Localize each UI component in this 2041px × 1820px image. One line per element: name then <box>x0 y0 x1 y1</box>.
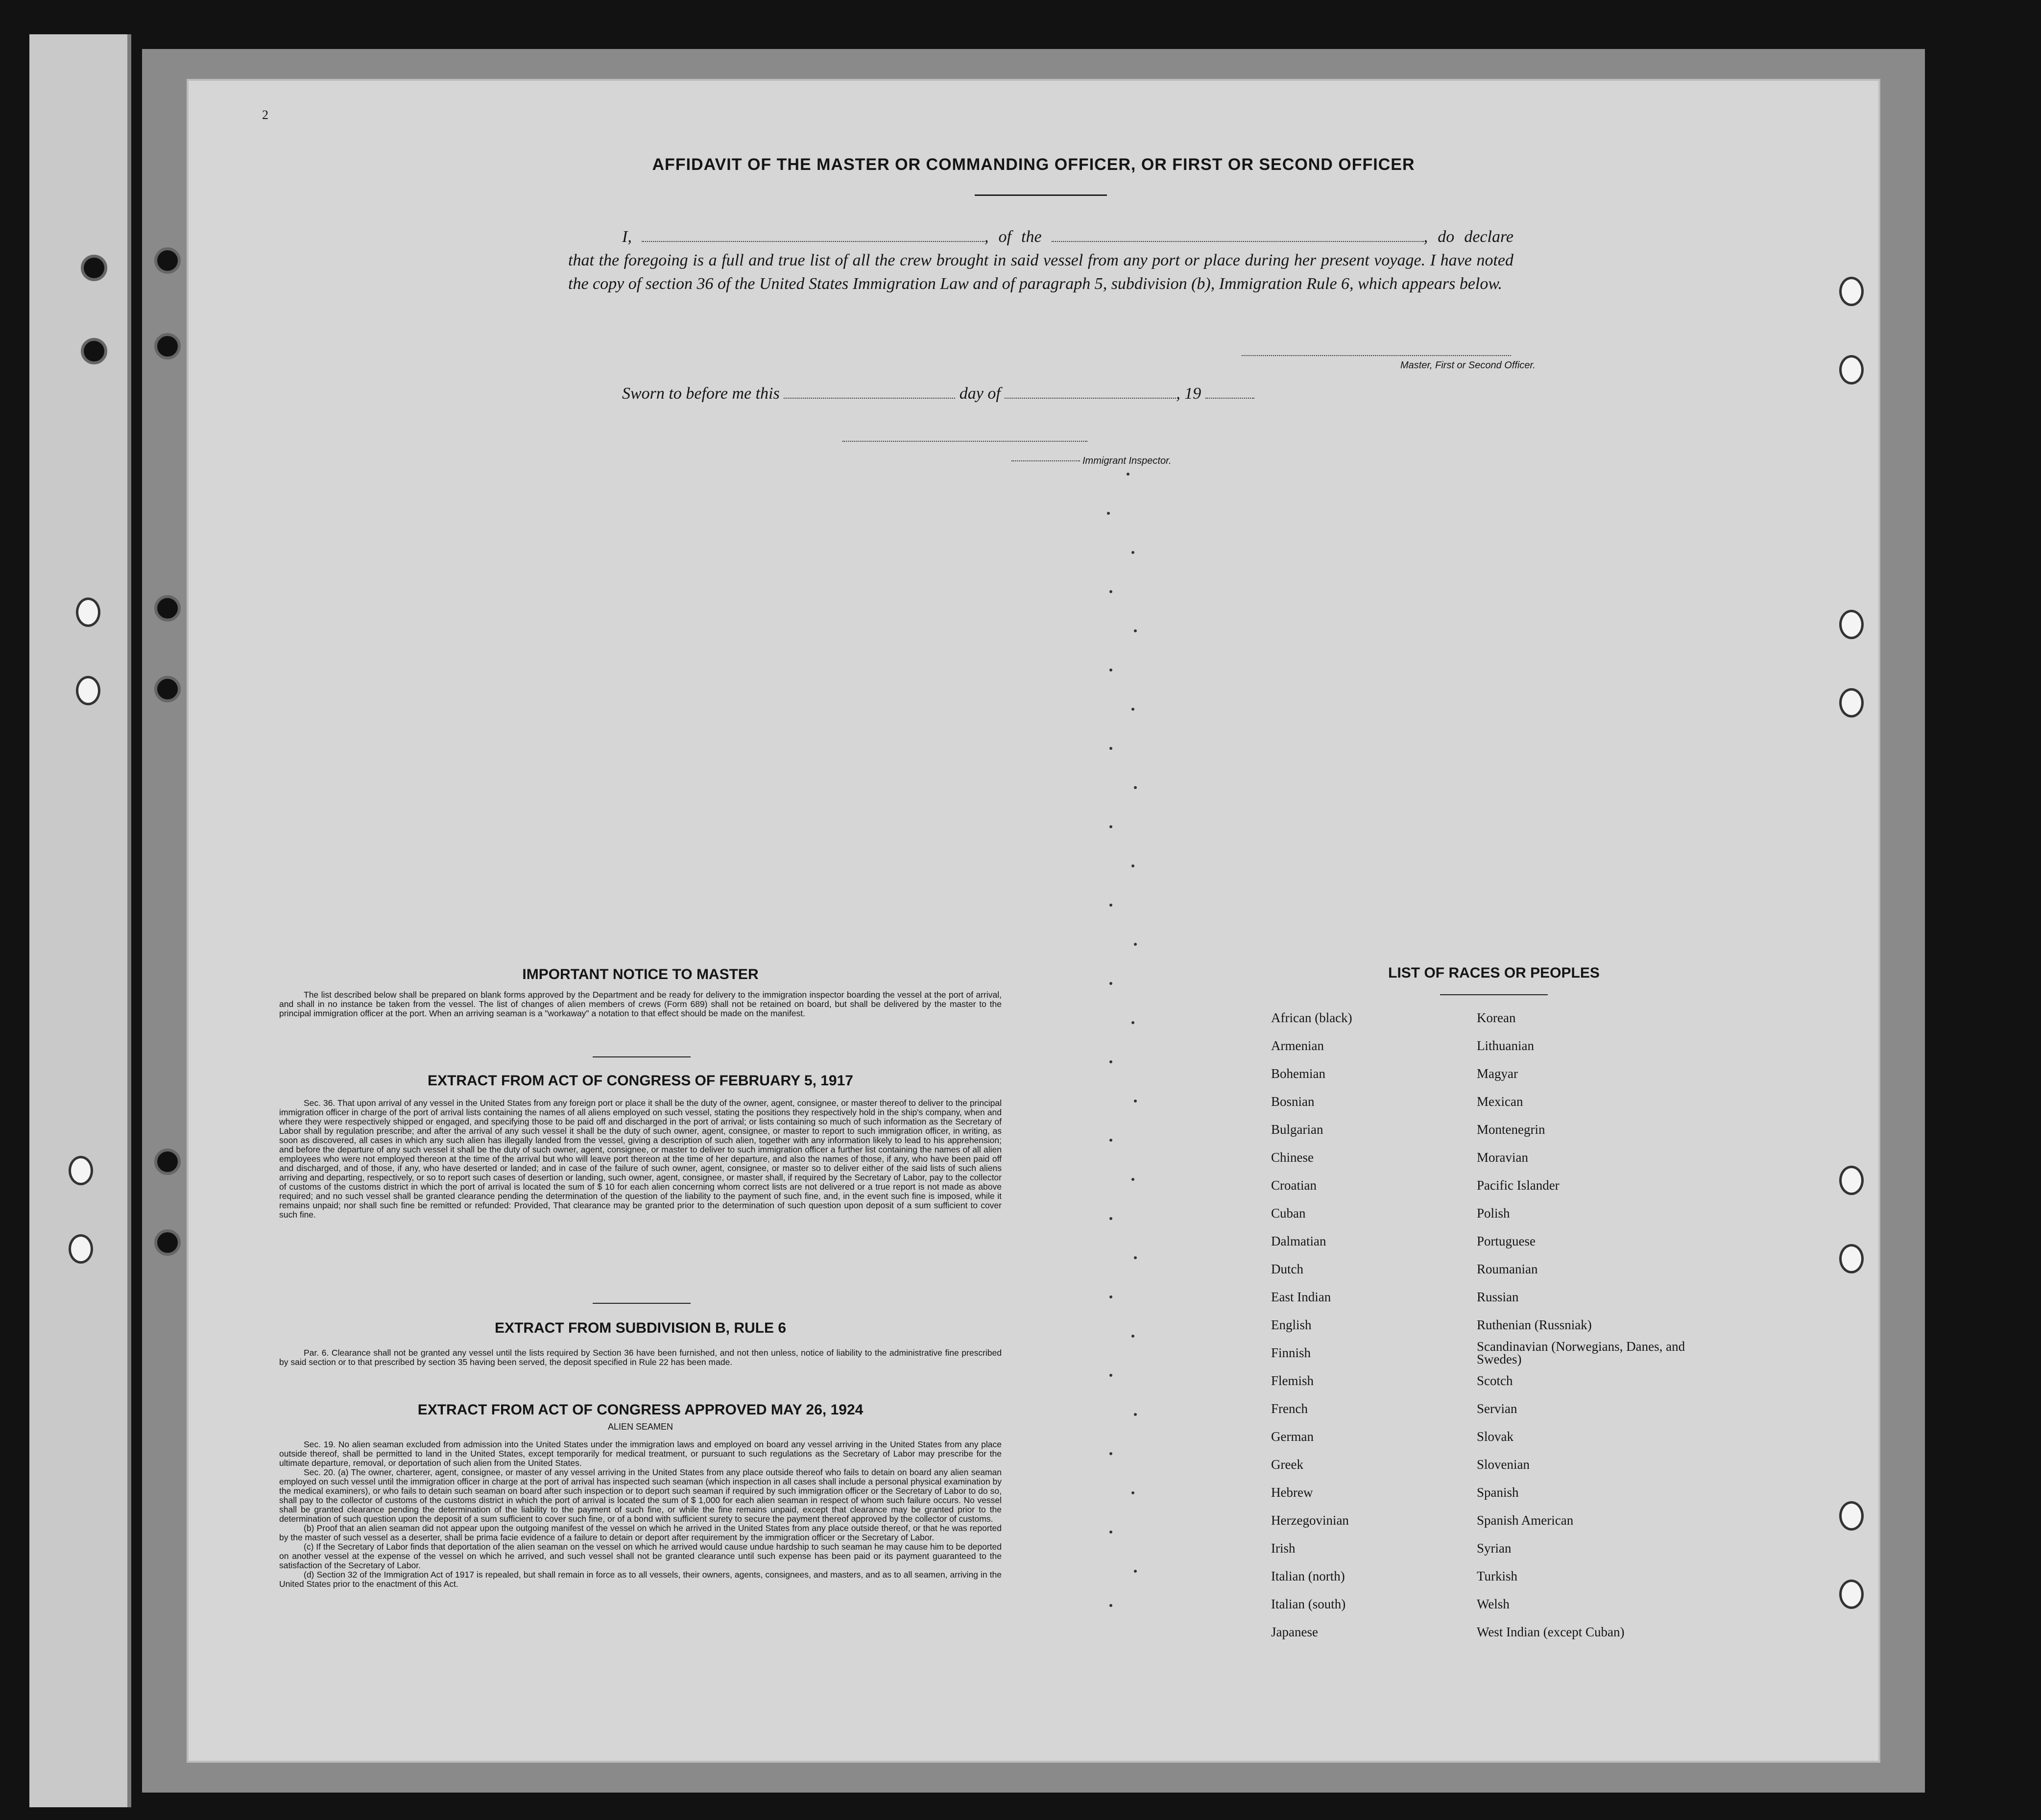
section-rule <box>593 1303 691 1304</box>
vessel-blank <box>1052 229 1424 242</box>
race-item: African (black) <box>1271 1010 1352 1025</box>
race-item: French <box>1271 1401 1308 1416</box>
bleed-mark <box>1109 590 1112 593</box>
race-item: Spanish <box>1477 1485 1519 1500</box>
bleed-mark <box>1109 904 1112 907</box>
race-item: Magyar <box>1477 1066 1518 1081</box>
bleed-mark <box>1131 1178 1134 1181</box>
bleed-mark <box>1109 1139 1112 1142</box>
bleed-mark <box>1109 982 1112 985</box>
race-item: Chinese <box>1271 1150 1314 1165</box>
race-item: Slovenian <box>1477 1457 1530 1472</box>
punch-hole <box>1839 1244 1864 1273</box>
race-item: Bohemian <box>1271 1066 1325 1081</box>
race-item: Finnish <box>1271 1345 1311 1360</box>
punch-hole <box>1839 1501 1864 1531</box>
binder-hole <box>69 1156 93 1185</box>
year-prefix: , 19 <box>1176 384 1201 403</box>
race-item: Italian (north) <box>1271 1569 1345 1583</box>
binder-hole <box>154 1149 181 1175</box>
sworn-month-blank <box>1005 386 1176 399</box>
notice-paragraph: The list described below shall be prepared on blank forms approved by the Department and be ready for delivery to the immigration inspector boarding the vessel at the port of arrival, and shall in no instance be taken from the vessel. The list of changes of alien members of crews (Form 689) shall not be retained on board, but shall be delivered by the master to the principal immigration officer at the port. When an arriving seaman is a "workaway" a notation to that effect should be made on the manifest. <box>279 990 1002 1018</box>
bleed-mark <box>1107 512 1110 515</box>
extract-rule6-text <box>279 1348 1002 1367</box>
binder-hole <box>154 1229 181 1256</box>
extract-1917-paragraph: Sec. 36. That upon arrival of any vessel in the United States from any foreign port or place it shall be the duty of the owner, agent, consignee, or master thereof to deliver to the principal immigration officer in charge of the port of arrival lists containing the names of all aliens employed on such vessel, stating the positions they respectively hold in the ship's company, when and where they were respectively shipped or engaged, and specifying those to be paid off and discharged in the port of arrival; or lists containing so much of such information as the Secretary of Labor shall by regulation prescribe; and after the arrival of any such vessel it shall be the duty of such owner, agent, consignee, or master to report to such immigration officer, in writing, as soon as discovered, all cases in which any such alien has illegally landed from the vessel, giving a description of such alien, together with any information likely to lead to his apprehension; and before the departure of any such vessel it shall be the duty of such owner, agent, consignee, or master to deliver to such immigration officer a further list containing the names of all alien employees who were not employed thereon at the time of the arrival but who will leave port thereon at the time of her departure, and also the names of those, if any, who have been paid off and discharged, and of those, if any, who have deserted or landed; and in case of the failure of such owner, agent, consignee, or master so to deliver either of the said lists of such aliens arriving and departing, respectively, or so to report such cases of desertion or landing, such owner, agent, consignee, or master shall, if required by the Secretary of Labor, pay to the collector of customs of the customs district in which the port of arrival is located the sum of $ 10 for each alien concerning whom correct lists are not delivered or a true report is not made as above required; and no such vessel shall be granted clearance pending the determination of the question of the liability to the payment of such fine, and, in the event such fine is imposed, while it remains unpaid; nor shall such fine be remitted or refunded: Provided, That clearance may be granted prior to the determination of such question upon deposit of a sum sufficient to cover such fine. <box>279 1098 1002 1220</box>
race-item: Syrian <box>1477 1541 1512 1556</box>
bleed-mark <box>1131 864 1134 867</box>
race-item: Greek <box>1271 1457 1303 1472</box>
bleed-mark <box>1109 1531 1112 1533</box>
extract-1924-subheading: ALIEN SEAMEN <box>607 1422 673 1432</box>
race-item: Flemish <box>1271 1373 1314 1388</box>
page-number: 2 <box>262 108 268 122</box>
inspector-label: Immigrant Inspector. <box>1082 455 1172 466</box>
bleed-mark <box>1109 1295 1112 1298</box>
race-item: Ruthenian (Russniak) <box>1477 1317 1592 1332</box>
race-item: Bulgarian <box>1271 1122 1323 1137</box>
binder-hole <box>81 338 107 364</box>
bleed-mark <box>1109 1060 1112 1063</box>
bleed-mark <box>1134 943 1137 946</box>
race-item: Russian <box>1477 1290 1519 1304</box>
extract-1924-heading: EXTRACT FROM ACT OF CONGRESS APPROVED MAY 26, 1924 <box>417 1402 864 1418</box>
extract-1924-paragraph: Sec. 20. (a) The owner, charterer, agent, consignee, or master of any vessel arriving in the United States from any place outside thereof who fails to detain on board any alien seaman employed on such vessel until the immigration officer in charge at the port of arrival has inspected such seaman (which inspection in all cases shall include a personal physical examination by the medical examiners), or who fails to detain such seaman on board after such inspection or to deport such seaman if required by such immigration officer or the Secretary of Labor to do so, shall pay to the collector of customs of the customs district in which the port of arrival is located the sum of $ 1,000 for each alien seaman in respect of whom such failure occurs. No vessel shall be granted clearance pending the determination of the liability to the payment of such fine, or while the fine remains unpaid, except that clearance may be granted prior to the determination of such question upon the deposit of a sum sufficient to cover such fine, or of a bond with sufficient surety to secure the payment thereof approved by the collector of customs. <box>279 1467 1002 1524</box>
race-item: Herzegovinian <box>1271 1513 1349 1528</box>
binder-hole <box>154 676 181 702</box>
race-item: Moravian <box>1477 1150 1528 1165</box>
bleed-mark <box>1109 747 1112 750</box>
punch-hole <box>1839 355 1864 384</box>
bleed-mark <box>1109 825 1112 828</box>
punch-hole <box>1839 277 1864 306</box>
binder-hole <box>81 255 107 281</box>
section-rule <box>593 1056 691 1057</box>
race-item: Lithuanian <box>1477 1038 1534 1053</box>
extract-rule6-paragraph: Par. 6. Clearance shall not be granted any vessel until the lists required by Section 36 have been furnished, and not then unless, notice of liability to the administrative fine prescribed by said section or to that prescribed by section 35 having been served, the deposit specified in Rule 22 has been made. <box>279 1348 1002 1367</box>
races-heading: LIST OF RACES OR PEOPLES <box>1388 965 1600 981</box>
race-item: Portuguese <box>1477 1234 1536 1248</box>
race-item: Slovak <box>1477 1429 1514 1444</box>
race-item: German <box>1271 1429 1314 1444</box>
punch-hole <box>1839 688 1864 718</box>
bleed-mark <box>1134 1413 1137 1416</box>
signature-label: Master, First or Second Officer. <box>1400 360 1536 371</box>
races-heading-rule <box>1440 994 1548 995</box>
bleed-mark <box>1134 1100 1137 1102</box>
bleed-mark <box>1109 669 1112 671</box>
sworn-year-blank <box>1205 386 1254 399</box>
extract-1917-heading: EXTRACT FROM ACT OF CONGRESS OF FEBRUARY 5, 1917 <box>428 1073 853 1089</box>
extract-1924-paragraph: (c) If the Secretary of Labor finds that deportation of the alien seaman on the vessel on which he arrived would cause undue hardship to such seaman he may cause him to be deported on another vessel at the expense of the vessel on which he arrived, and such vessel shall not be granted clearance until such expense has been paid or its payment guaranteed to the satisfaction of the Secretary of Labor. <box>279 1542 1002 1570</box>
affidavit-body: that the foregoing is a full and true list of all the crew brought in said vessel from any port or place during her present voyage. I have noted the copy of section 36 of the United States Immigration Law and of paragraph 5, subdivision (b), Immigration Rule 6, which appears below. <box>568 251 1513 293</box>
punch-hole <box>1839 1166 1864 1195</box>
races-left-column <box>1271 1004 1352 1646</box>
notice-heading: IMPORTANT NOTICE TO MASTER <box>522 966 759 982</box>
race-item: Dalmatian <box>1271 1234 1326 1248</box>
binder-hole <box>69 1234 93 1264</box>
extract-1924-paragraph: (b) Proof that an alien seaman did not appear upon the outgoing manifest of the vessel on which he arrived in the United States from any place outside thereof, or that he was reported by the master of such vessel as a deserter, shall be prima facie evidence of a failure to detain or deport after requirement by the immigration officer or the Secretary of Labor. <box>279 1523 1002 1542</box>
race-item: East Indian <box>1271 1290 1331 1304</box>
extract-1924-paragraph: (d) Section 32 of the Immigration Act of 1917 is repealed, but shall remain in force as to all vessels, their owners, agents, consignees, and masters, and as to all seamen, arriving in the United States prior to the enactment of this Act. <box>279 1570 1002 1589</box>
bleed-mark <box>1134 629 1137 632</box>
race-item: West Indian (except Cuban) <box>1477 1625 1625 1639</box>
signature-line <box>1242 355 1511 356</box>
bleed-mark <box>1131 1021 1134 1024</box>
sworn-day-blank <box>784 386 955 399</box>
race-item: Scotch <box>1477 1373 1513 1388</box>
race-item: Turkish <box>1477 1569 1518 1583</box>
affidavit-title: AFFIDAVIT OF THE MASTER OR COMMANDING OFFICER, OR FIRST OR SECOND OFFICER <box>652 155 1415 174</box>
affidavit-statement <box>568 225 1513 296</box>
binder-hole <box>154 595 181 622</box>
title-rule <box>975 194 1107 196</box>
races-right-column <box>1477 1004 1692 1646</box>
punch-hole <box>1839 1580 1864 1609</box>
binder-hole <box>154 333 181 359</box>
affidavit-page <box>189 81 1878 1761</box>
inspector-leader <box>1011 460 1080 461</box>
bleed-mark <box>1109 1604 1112 1607</box>
sworn-text: Sworn to before me this <box>622 384 780 403</box>
bleed-mark <box>1134 1256 1137 1259</box>
extract-1924-paragraph: Sec. 19. No alien seaman excluded from admission into the United States under the immigration laws and employed on board any vessel arriving in the United States from any place outside thereof, shall be permitted to land in the United States, except temporarily for medical treatment, or pursuant to such regulations as the Secretary of Labor may prescribe for the ultimate departure, removal, or deportation of such alien from the United States. <box>279 1439 1002 1468</box>
race-item: English <box>1271 1317 1312 1332</box>
extract-1924-text <box>279 1440 1002 1589</box>
bleed-mark <box>1134 1570 1137 1573</box>
race-item: Italian (south) <box>1271 1597 1346 1611</box>
race-item: Welsh <box>1477 1597 1510 1611</box>
race-item: Pacific Islander <box>1477 1178 1560 1193</box>
race-item: Scandinavian (Norwegians, Danes, and Swedes) <box>1477 1339 1685 1366</box>
bleed-mark <box>1127 473 1129 476</box>
binder-hole <box>76 676 100 705</box>
name-blank <box>642 229 984 242</box>
affidavit-i: I, <box>622 228 632 246</box>
race-item: Dutch <box>1271 1262 1303 1276</box>
race-item: Servian <box>1477 1401 1517 1416</box>
affidavit-do-declare: , do declare <box>1423 228 1514 246</box>
bleed-mark <box>1131 1491 1134 1494</box>
punch-hole <box>1839 610 1864 639</box>
race-item: Croatian <box>1271 1178 1317 1193</box>
race-item: Bosnian <box>1271 1094 1315 1109</box>
race-item: Cuban <box>1271 1206 1306 1221</box>
bleed-mark <box>1109 1374 1112 1377</box>
race-item: Korean <box>1477 1010 1516 1025</box>
extract-rule6-heading: EXTRACT FROM SUBDIVISION B, RULE 6 <box>494 1320 787 1336</box>
day-of-text: day of <box>959 384 1001 403</box>
race-item: Irish <box>1271 1541 1296 1556</box>
inspector-signature-line <box>842 441 1087 442</box>
bleed-mark <box>1131 708 1134 711</box>
race-item: Armenian <box>1271 1038 1324 1053</box>
sworn-statement <box>622 384 1254 403</box>
race-item: Polish <box>1477 1206 1510 1221</box>
bleed-mark <box>1131 1335 1134 1338</box>
race-item: Mexican <box>1477 1094 1523 1109</box>
notice-text <box>279 990 1002 1018</box>
bleed-mark <box>1109 1217 1112 1220</box>
race-item: Japanese <box>1271 1625 1318 1639</box>
binder-strip <box>29 34 131 1807</box>
bleed-mark <box>1134 786 1137 789</box>
affidavit-first-line <box>568 225 1513 249</box>
race-item: Montenegrin <box>1477 1122 1545 1137</box>
bleed-mark <box>1109 1452 1112 1455</box>
race-item: Spanish American <box>1477 1513 1574 1528</box>
bleed-mark <box>1131 551 1134 554</box>
race-item: Hebrew <box>1271 1485 1313 1500</box>
binder-hole <box>154 247 181 274</box>
binder-hole <box>76 598 100 627</box>
race-item: Roumanian <box>1477 1262 1538 1276</box>
affidavit-of-the: , of the <box>984 228 1042 246</box>
extract-1917-text <box>279 1099 1002 1220</box>
